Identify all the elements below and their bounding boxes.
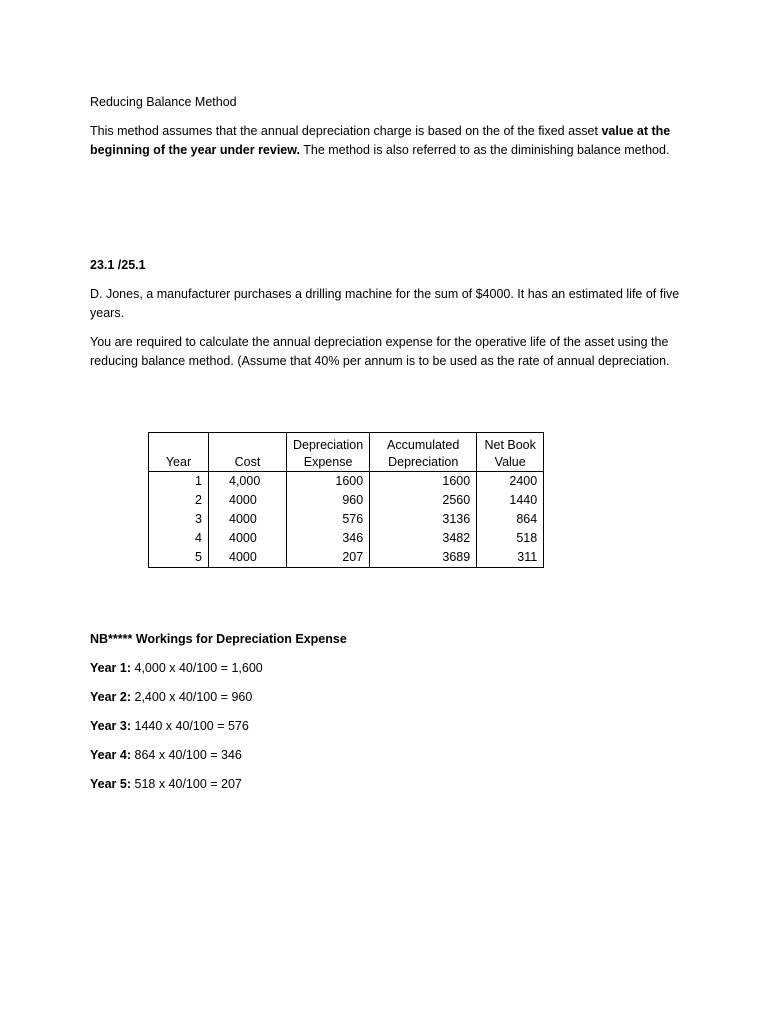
table-header-row [149, 433, 544, 472]
header-net-book-value: Net Book Value [477, 433, 544, 472]
cell-year: 4 [149, 529, 209, 548]
cell-accumulated: 3482 [370, 529, 477, 548]
cell-cost: 4000 [209, 491, 287, 510]
cell-year: 5 [149, 548, 209, 568]
table-row [149, 510, 544, 529]
cell-net-book-value: 864 [477, 510, 544, 529]
cell-depreciation: 1600 [287, 472, 370, 492]
header-accumulated-depreciation: Accumulated Depreciation [370, 433, 477, 472]
depreciation-table [148, 432, 544, 568]
cell-cost: 4,000 [209, 472, 287, 492]
workings-section [90, 630, 690, 804]
header-year: Year [149, 433, 209, 472]
header-cost: Cost [209, 433, 287, 472]
cell-net-book-value: 1440 [477, 491, 544, 510]
question-id: 23.1 /25.1 [90, 258, 146, 272]
cell-net-book-value: 518 [477, 529, 544, 548]
working-line-year-2: Year 2: 2,400 x 40/100 = 960 [90, 690, 253, 704]
cell-accumulated: 3689 [370, 548, 477, 568]
cell-accumulated: 3136 [370, 510, 477, 529]
table-row [149, 472, 544, 492]
document-page [90, 93, 690, 791]
cell-net-book-value: 2400 [477, 472, 544, 492]
cell-accumulated: 2560 [370, 491, 477, 510]
intro-bold-text: value at the beginning of the year under review. [90, 124, 671, 157]
cell-accumulated: 1600 [370, 472, 477, 492]
working-line-year-4: Year 4: 864 x 40/100 = 346 [90, 748, 242, 762]
cell-year: 1 [149, 472, 209, 492]
cell-depreciation: 576 [287, 510, 370, 529]
cell-depreciation: 346 [287, 529, 370, 548]
cell-year: 3 [149, 510, 209, 529]
table-row [149, 548, 544, 568]
cell-depreciation: 207 [287, 548, 370, 568]
table-row [149, 529, 544, 548]
intro-text-1: This method assumes that the annual depreciation charge is based on the of the fixed asset [90, 124, 602, 138]
table-row [149, 491, 544, 510]
workings-title: NB***** Workings for Depreciation Expense [90, 632, 347, 646]
cell-depreciation: 960 [287, 491, 370, 510]
question-paragraph-2: You are required to calculate the annual depreciation expense for the operative life of the asset using the reducing balance method. (Assume that 40% per annum is to be used as the rate of annual depreciation. [90, 335, 670, 368]
working-line-year-3: Year 3: 1440 x 40/100 = 576 [90, 719, 249, 733]
question-paragraph-1: D. Jones, a manufacturer purchases a drilling machine for the sum of $4000. It has an estimated life of five years. [90, 287, 680, 320]
cell-cost: 4000 [209, 510, 287, 529]
intro-paragraph [90, 122, 690, 160]
cell-cost: 4000 [209, 548, 287, 568]
cell-cost: 4000 [209, 529, 287, 548]
cell-year: 2 [149, 491, 209, 510]
intro-text-2: The method is also referred to as the diminishing balance method. [300, 143, 670, 157]
header-depreciation-expense: Depreciation Expense [287, 433, 370, 472]
cell-net-book-value: 311 [477, 548, 544, 568]
page-title: Reducing Balance Method [90, 95, 237, 109]
working-line-year-5: Year 5: 518 x 40/100 = 207 [90, 777, 242, 791]
working-line-year-1: Year 1: 4,000 x 40/100 = 1,600 [90, 661, 263, 675]
